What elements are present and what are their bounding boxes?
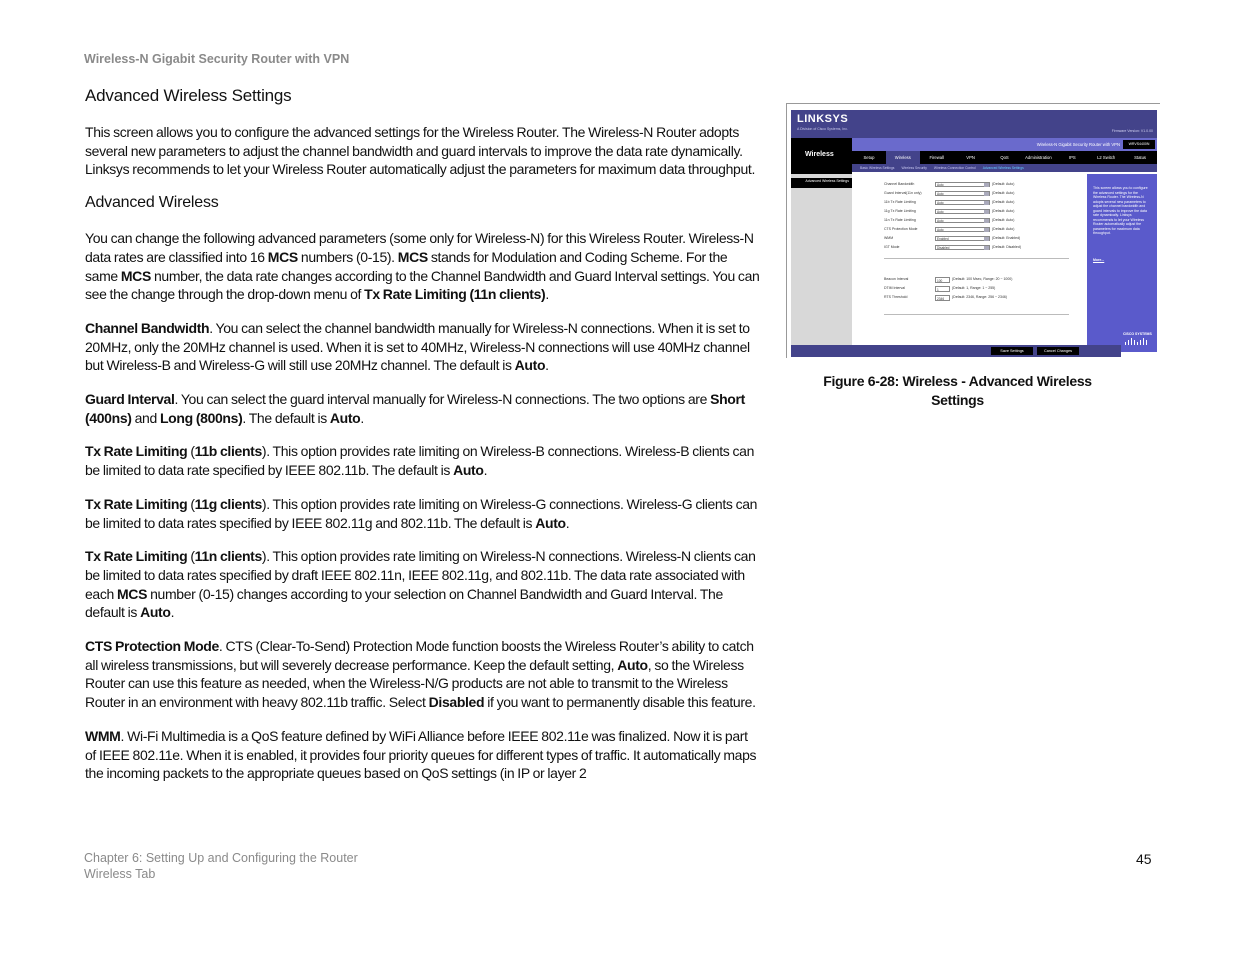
paragraph-channel-bandwidth: Channel Bandwidth. You can select the channel bandwidth manually for Wireless-N connections. When it is set to 20MHz, only the 20MHz channel is used. When it is set to 40MHz, Wireless-N connections will use 40MHz channel but Wireless-B and Wireless-G will still use 20MHz channel. The default is Auto. [85, 319, 750, 374]
subtab-basic-wireless[interactable]: Basic Wireless Settings [860, 166, 895, 170]
intro-paragraph: This screen allows you to configure the advanced settings for the Wireless Router. The Wireless-N Router adopts several new parameters to adjust the channel bandwidth and guard intervals to improve the data rate dynamically. Linksys recommends to let your Wireless Router automatically adjust the parameters for maximum data throughput. [85, 124, 756, 178]
page-number: 45 [1136, 851, 1152, 867]
cancel-changes-button[interactable]: Cancel Changes [1037, 347, 1079, 355]
save-settings-button[interactable]: Save Settings [991, 347, 1033, 355]
form-divider-2 [884, 314, 1069, 315]
select-guard-interval[interactable]: Auto [935, 191, 990, 196]
caption-line-1: Figure 6-28: Wireless - Advanced Wireless [823, 373, 1092, 389]
main-tabs [852, 151, 1157, 164]
settings-form: Channel Bandwidth Auto (Default: Auto) Guard Interval(11n only) Auto (Default: Auto) 11b Tx Rate Limiting Auto (Default: Auto) 11g Tx Rate Limiting Auto (Default: Auto) 11n Tx Rate Limiting Auto (Default: Auto) CTS Protection Mode Auto (Default: Auto) WMM Enabled (Default: Enabled) IGT Mode Disabled (Default: Disabled) Beacon Interval 100 (Default: 100 Msec, Range: 20 ~ 1000) DTIM Interval 1 (Default: 1, Range: 1 ~ 255) RTS Threshold 2346 (Default: 2346, Range: 256 ~ 2346) [852, 174, 1084, 352]
select-wmm[interactable]: Enabled [935, 236, 990, 241]
sidebar-heading: Advanced Wireless Settings [805, 179, 849, 183]
tab-l2-switch[interactable]: L2 Switch [1097, 155, 1116, 160]
paragraph-cts-protection: CTS Protection Mode. CTS (Clear-To-Send) Protection Mode function boosts the Wireless Router’s ability to catch all wireless transmissions, but will severely decrease performance. Keep the default setting, Auto, so the Wireless Router can use this feature as needed, when the Wireless-N/G products are not able to transmit to the Wireless Router in an environment with heavy 802.11b traffic. Select Disabled if you want to permanently disable this feature. [85, 638, 756, 711]
tab-setup[interactable]: Setup [863, 155, 875, 160]
running-head: Wireless-N Gigabit Security Router with VPN [84, 52, 350, 66]
product-name: Wireless-N Gigabit Security Router with VPN [1036, 142, 1120, 147]
select-cts-protection[interactable]: Auto [935, 227, 990, 232]
router-sidebar [791, 174, 852, 352]
paragraph-tx-rate-11g: Tx Rate Limiting (11g clients). This option provides rate limiting on Wireless-G connections. Wireless-G clients can be limited to data rates specified by IEEE 802.11g and 802.11b. The default is Auto. [85, 495, 758, 531]
subtab-connection-control[interactable]: Wireless Connection Control [933, 166, 976, 170]
router-footer-bar [791, 345, 1121, 357]
footer-chapter: Chapter 6: Setting Up and Configuring the Router [84, 851, 358, 865]
firmware-version: Firmware Version: V1.0.00 [1111, 129, 1153, 133]
tab-firewall[interactable]: Firewall [929, 155, 944, 160]
main-column [85, 86, 761, 798]
select-igt-mode[interactable]: Disabled [935, 245, 990, 250]
section-label-block [791, 138, 852, 174]
paragraph-wmm: WMM. Wi-Fi Multimedia is a QoS feature defined by WiFi Alliance before IEEE 802.11e was finalized. Now it is part of IEEE 802.11e. When it is enabled, it provides four priority queues for different types of traffic. It automatically maps the incoming packets to the appropriate queues based on QoS settings (in IP or layer 2 [85, 727, 757, 782]
help-panel [1087, 174, 1157, 352]
page-footer [84, 850, 358, 882]
sidebar-heading-block [791, 178, 852, 188]
cisco-logo: CISCO SYSTEMS [1123, 332, 1153, 346]
linksys-logo: LINKSYS [797, 113, 849, 125]
help-text: This screen allows you to configure the advanced settings for the Wireless Router. The Wireless-N adopts several new parameters to adjust the channel bandwidth and guard intervals to improve the data rate dynamically. Linksys recommends to let your Wireless Router automatically adjust the parameters for maximum data throughput. [1093, 186, 1148, 235]
tab-vpn[interactable]: VPN [966, 155, 975, 160]
model-badge: WRVS4400N [1123, 140, 1155, 149]
select-11n-rate[interactable]: Auto [935, 218, 990, 223]
tab-wireless[interactable]: Wireless [886, 151, 920, 164]
router-screenshot-figure [786, 103, 1160, 358]
input-beacon-interval[interactable]: 100 [935, 277, 950, 283]
caption-line-2: Settings [931, 392, 984, 408]
select-11g-rate[interactable]: Auto [935, 209, 990, 214]
sub-tabs [852, 164, 1157, 172]
tab-status[interactable]: Status [1134, 155, 1146, 160]
form-divider [884, 258, 1069, 259]
tab-ips[interactable]: IPS [1068, 155, 1076, 160]
section-title: Advanced Wireless Settings [85, 86, 292, 105]
footer-tab: Wireless Tab [84, 867, 156, 881]
help-more-link[interactable]: More... [1093, 258, 1105, 262]
product-bar [852, 138, 1157, 151]
section-label: Wireless [805, 151, 834, 158]
select-11b-rate[interactable]: Auto [935, 200, 990, 205]
figure-caption [800, 372, 1115, 410]
input-rts-threshold[interactable]: 2346 [935, 295, 950, 301]
paragraph-tx-rate-11n: Tx Rate Limiting (11n clients). This option provides rate limiting on Wireless-N connections. Wireless-N clients can be limited to data rates specified by draft IEEE 802.11n, IEEE 802.11g, and 802.11b. The data rate associated with each MCS number (0-15) changes according to your selection on Channel Bandwidth and Guard Interval. The default is Auto. [85, 548, 756, 621]
tab-administration[interactable]: Administration [1025, 155, 1052, 160]
tab-qos[interactable]: QoS [1000, 155, 1009, 160]
router-header-bar [791, 110, 1157, 138]
paragraph-guard-interval: Guard Interval. You can select the guard interval manually for Wireless-N connections. The two options are Short (400ns) and Long (800ns). The default is Auto. [85, 391, 745, 426]
paragraph-change-parameters: You can change the following advanced parameters (some only for Wireless-N) for this Wireless Router. Wireless-N data rates are classified into 16 MCS numbers (0-15). MCS stands for Modulation and Coding Scheme. For the same MCS number, the data rate changes according to the Channel Bandwidth and Guard Interval settings. You can see the change through the drop-down menu of Tx Rate Limiting (11n clients). [85, 230, 760, 303]
input-dtim-interval[interactable]: 1 [935, 286, 950, 292]
cisco-bridge-icon [1124, 337, 1150, 346]
subtab-advanced-wireless[interactable]: Advanced Wireless Settings [982, 166, 1024, 170]
logo-subtitle: A Division of Cisco Systems, Inc. [797, 127, 848, 131]
subsection-title: Advanced Wireless [85, 194, 219, 212]
paragraph-tx-rate-11b: Tx Rate Limiting (11b clients). This option provides rate limiting on Wireless-B connections. Wireless-B clients can be limited to data rate specified by IEEE 802.11b. The default is Auto. [85, 443, 755, 479]
select-channel-bandwidth[interactable]: Auto [935, 182, 990, 187]
subtab-wireless-security[interactable]: Wireless Security [901, 166, 927, 170]
